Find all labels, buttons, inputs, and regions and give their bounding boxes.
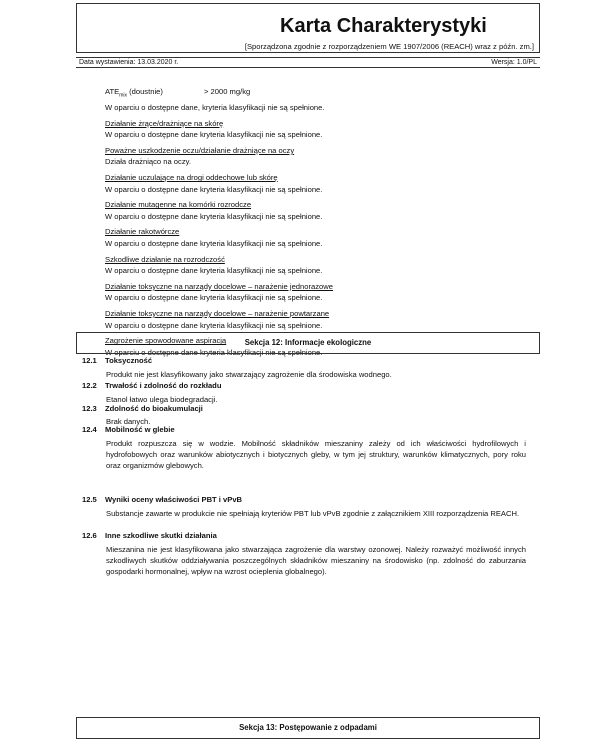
classification-text: W oparciu o dostępne dane kryteria klasyfikacji nie są spełnione. [105, 293, 323, 303]
document-title: Karta Charakterystyki [280, 15, 487, 37]
subsection-heading: Działanie rakotwórcze [105, 227, 180, 237]
classification-text: W oparciu o dostępne dane kryteria klasyfikacji nie są spełnione. [105, 320, 323, 330]
subsection-heading: Działanie mutagenne na komórki rozrodcze [105, 200, 252, 210]
subsection-heading: Poważne uszkodzenie oczu/działanie drażniące na oczy [105, 145, 295, 155]
section-12-header: Sekcja 12: Informacje ekologiczne [76, 332, 540, 354]
item-number: 12.1 [82, 356, 97, 365]
meta-bar [76, 57, 540, 68]
classification-text: W oparciu o dostępne dane, kryteria klasyfikacji nie są spełnione. [105, 103, 325, 113]
subsection-heading: Zagrożenie spowodowane aspiracją [105, 336, 227, 346]
item-number: 12.6 [82, 531, 97, 540]
classification-text: W oparciu o dostępne dane kryteria klasyfikacji nie są spełnione. [105, 184, 323, 194]
subsection-heading: Działanie toksyczne na narządy docelowe – narażenie jednorazowe [105, 281, 333, 291]
issue-date: Data wystawienia: 13.03.2020 r. [79, 59, 179, 66]
item-heading: Zdolność do bioakumulacji [105, 404, 203, 413]
document-subtitle: [Sporządzona zgodnie z rozporządzeniem WE 1907/2006 (REACH) wraz z późn. zm.] [244, 42, 534, 51]
item-number: 12.2 [82, 381, 97, 390]
classification-text: W oparciu o dostępne dane kryteria klasyfikacji nie są spełnione. [105, 239, 323, 249]
classification-text: W oparciu o dostępne dane kryteria klasyfikacji nie są spełnione. [105, 130, 323, 140]
classification-text: Działa drażniąco na oczy. [105, 157, 191, 167]
item-text: Produkt rozpuszcza się w wodzie. Mobilność składników mieszaniny zależy od ich właściwości hydrofilowych i hydrofobowych oraz warunków abiotycznych i biotycznych gleby, w tym jej struktury, warunków klimatycznych, pory roku oraz organizmów glebowych. [106, 439, 526, 470]
item-heading: Toksyczność [105, 356, 153, 365]
item-text: Brak danych. [106, 417, 151, 426]
item-heading: Wyniki oceny właściwości PBT i vPvB [105, 495, 243, 504]
item-text: Mieszanina nie jest klasyfikowana jako stwarzająca zagrożenie dla warstwy ozonowej. Należy rozważyć możliwość innych szkodliwych skutków oddziaływania poszczególnych składników mieszaniny na środowisko (np. zdolność do zaburzania gospodarki hormonalnej, wpływ na wzrost ocieplenia globalnego). [106, 545, 526, 576]
subsection-heading: Działanie toksyczne na narządy docelowe – narażenie powtarzane [105, 309, 330, 319]
section-13-header: Sekcja 13: Postępowanie z odpadami [76, 717, 540, 739]
item-text: Substancje zawarte w produkcie nie spełniają kryteriów PBT lub vPvB zgodnie z załącznikiem XIII rozporządzenia REACH. [106, 509, 520, 518]
subsection-heading: Działanie uczulające na drogi oddechowe lub skórę [105, 173, 278, 183]
ate-row [105, 86, 540, 102]
item-text: Produkt nie jest klasyfikowany jako stwarzający zagrożenie dla środowiska wodnego. [106, 370, 392, 379]
item-number: 12.5 [82, 495, 97, 504]
item-text: Etanol łatwo ulega biodegradacji. [106, 395, 218, 404]
version: Wersja: 1.0/PL [491, 59, 537, 66]
ate-label: $ATE_{mix}$ (doustnie) [105, 87, 163, 99]
item-number: 12.3 [82, 404, 97, 413]
subsection-heading: Szkodliwe działanie na rozrodczość [105, 254, 225, 264]
toxicology-block [105, 86, 540, 358]
classification-text: W oparciu o dostępne dane kryteria klasyfikacji nie są spełnione. [105, 347, 323, 357]
item-number: 12.4 [82, 425, 97, 434]
classification-text: W oparciu o dostępne dane kryteria klasyfikacji nie są spełnione. [105, 211, 323, 221]
header-box [76, 3, 540, 53]
subsection-heading: Działanie żrące/drażniące na skórę [105, 118, 224, 128]
item-heading: Inne szkodliwe skutki działania [105, 531, 217, 540]
ate-value: > 2000 mg/kg [204, 87, 251, 96]
item-heading: Trwałość i zdolność do rozkładu [105, 381, 222, 390]
item-heading: Mobilność w glebie [105, 425, 175, 434]
classification-text: W oparciu o dostępne dane kryteria klasyfikacji nie są spełnione. [105, 266, 323, 276]
